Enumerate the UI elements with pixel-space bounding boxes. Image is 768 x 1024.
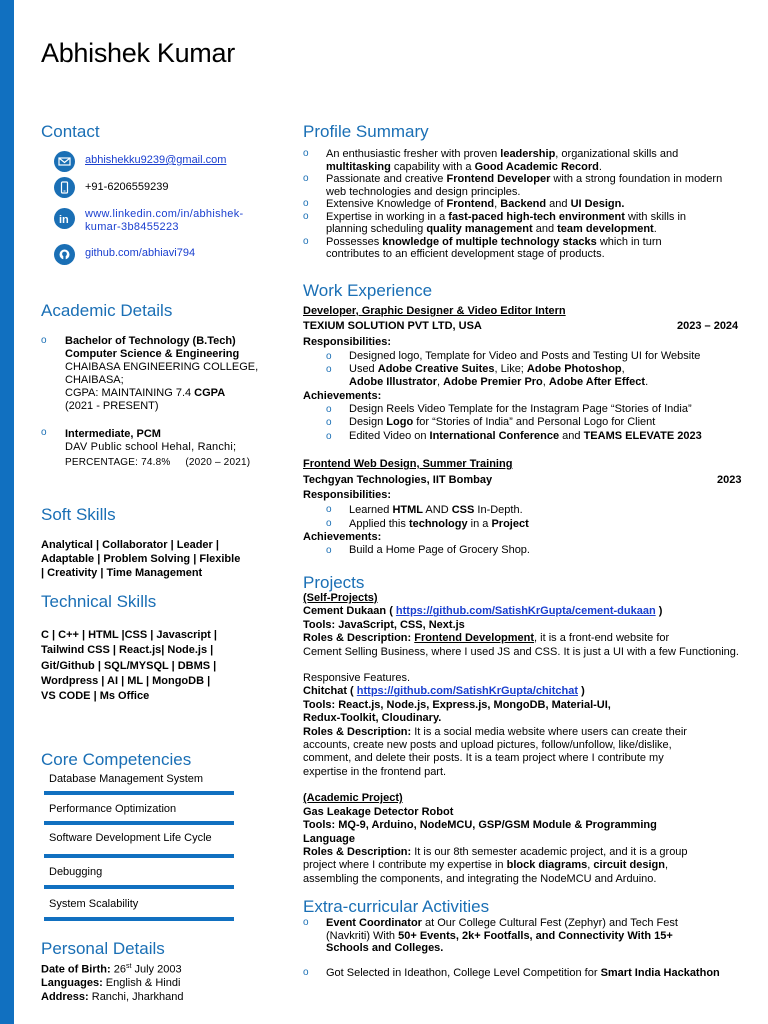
job1-responsibilities: o Designed logo, Template for Video and Posts and Testing UI for Website o Used Adobe Creative Suites, Like; Adobe Photoshop, Adobe Illustrator, Adobe Premier Pro, Adobe After Effect. [326,350,701,388]
intermediate-entry: Intermediate, PCM DAV Public school Hehal, Ranchi; PERCENTAGE: 74.8% (2020 – 2021) [65,428,251,468]
email-link[interactable]: abhishekku9239@gmail.com [85,154,227,166]
github-link[interactable]: github.com/abhiavi794 [85,247,196,259]
competency-item: Performance Optimization [49,803,177,815]
job2-achievements: o Build a Home Page of Grocery Shop. [326,544,530,556]
job1-company: TEXIUM SOLUTION PVT LTD, USA [303,320,482,332]
extracurricular-list: o Event Coordinator at Our College Cultural Fest (Zephyr) and Tech Fest (Navkriti) With 50+ Events, 2k+ Footfalls, and Connectivity With 15+ Schools and Colleges. o Got Selected in Ideathon, College Level Competition for Smart India Hackathon [303,917,720,979]
job2-title: Frontend Web Design, Summer Training [303,458,513,470]
job2-responsibilities-label: Responsibilities: [303,489,392,501]
job2-achievements-label: Achievements: [303,531,382,543]
extracurricular-heading: Extra-curricular Activities [303,897,490,916]
job2-company: Techgyan Technologies, IIT Bombay [303,474,493,486]
competency-item: Database Management System [49,773,204,785]
linkedin-link[interactable]: www.linkedin.com/in/abhishek- kumar-3b8455223 [85,208,244,233]
competency-bar [44,917,234,921]
competency-item: Software Development Life Cycle [49,832,212,844]
job1-responsibilities-label: Responsibilities: [303,336,392,348]
personal-details: Date of Birth: 26st July 2003 Languages: English & Hindi Address: Ranchi, Jharkhand [41,963,184,1003]
job2-responsibilities: o Learned HTML AND CSS In-Depth. o Applied this technology in a Project [326,504,529,530]
left-accent-bar [0,0,14,1024]
job1-title: Developer, Graphic Designer & Video Editor Intern [303,305,566,317]
competency-item: Debugging [49,866,103,878]
job1-years: 2023 – 2024 [677,320,739,332]
technical-skills-heading: Technical Skills [41,592,157,611]
mail-icon [54,151,75,172]
bullet-icon: o [41,335,47,346]
cement-dukaan-link[interactable]: https://github.com/SatishKrGupta/cement-dukaan [395,605,656,618]
bullet-icon: o [41,427,47,438]
work-experience-heading: Work Experience [303,281,433,300]
soft-skills-list: Analytical | Collaborator | Leader | Adaptable | Problem Solving | Flexible | Creativity | Time Management [41,539,241,579]
personal-details-heading: Personal Details [41,939,165,958]
chitchat-link[interactable]: https://github.com/SatishKrGupta/chitchat [356,685,579,698]
academic-heading: Academic Details [41,301,173,320]
phone-number: +91-6206559239 [85,181,169,193]
candidate-name: Abhishek Kumar [41,38,235,68]
projects-list: (Self-Projects) Cement Dukaan ( https://github.com/SatishKrGupta/cement-dukaan ) Tools: JavaScript, CSS, Next.js Roles & Description: Frontend Development, it is a front-end website for Cement Selling Business, where I used JS and CSS. It is just a UI with a few Functioning. Responsive Features. Chitchat ( https://github.com/SatishKrGupta/chitchat ) Tools: React.js, Node.js, Express.js, MongoDB, Material-UI, Redux-Toolkit, Cloudinary. Roles & Description: It is a social media website where users can create their accounts, create new posts and upload pictures, follow/unfollow, like/dislike, comment, and delete their posts. It is a team project where I contribute my expertise in the frontend part. (Academic Project) Gas Leakage Detector Robot Tools: MQ-9, Arduino, NodeMCU, GSP/GSM Module & Programming Language Roles & Description: It is our 8th semester academic project, and it is a group project where I contribute my expertise in block diagrams, circuit design, assembling the components, and integrating the NodeMCU and Arduino. [303,592,739,885]
competency-item: System Scalability [49,898,139,910]
competency-bar [44,854,234,858]
competency-bar [44,821,234,825]
svg-text:in: in [59,214,69,225]
job1-achievements: o Design Reels Video Template for the Instagram Page “Stories of India” o Design Logo for “Stories of India” and Personal Logo for Client o Edited Video on International Conference and TEAMS ELEVATE 2023 [326,403,702,442]
profile-summary-heading: Profile Summary [303,122,429,141]
soft-skills-heading: Soft Skills [41,505,116,524]
projects-heading: Projects [303,573,365,592]
github-icon [54,244,75,265]
contact-heading: Contact [41,122,100,141]
competency-bar [44,885,234,889]
technical-skills-list: C | C++ | HTML |CSS | Javascript | Tailwind CSS | React.js| Node.js | Git/Github | SQL/MYSQL | DBMS | Wordpress | AI | ML | MongoDB | VS CODE | Ms Office [41,629,217,703]
profile-summary: o An enthusiastic fresher with proven leadership, organizational skills and multitasking capability with a Good Academic Record. o Passionate and creative Frontend Developer with a strong foundation in modern web technologies and design principles. o Extensive Knowledge of Frontend, Backend and UI Design. o Expertise in working in a fast-paced high-tech environment with skills in planning scheduling quality management and team development. o Possesses knowledge of multiple technology stacks which in turn contributes to an efficient development stage of products. [303,148,723,260]
phone-icon [54,177,75,198]
btech-entry: Bachelor of Technology (B.Tech) Computer Science & Engineering CHAIBASA ENGINEERING COLLEGE, CHAIBASA; CGPA: MAINTAINING 7.4 CGPA (2021 - PRESENT) [65,335,259,412]
core-competencies-heading: Core Competencies [41,750,192,769]
linkedin-icon [54,208,75,229]
job2-year: 2023 [717,474,742,486]
job1-achievements-label: Achievements: [303,390,382,402]
competency-bar [44,791,234,795]
